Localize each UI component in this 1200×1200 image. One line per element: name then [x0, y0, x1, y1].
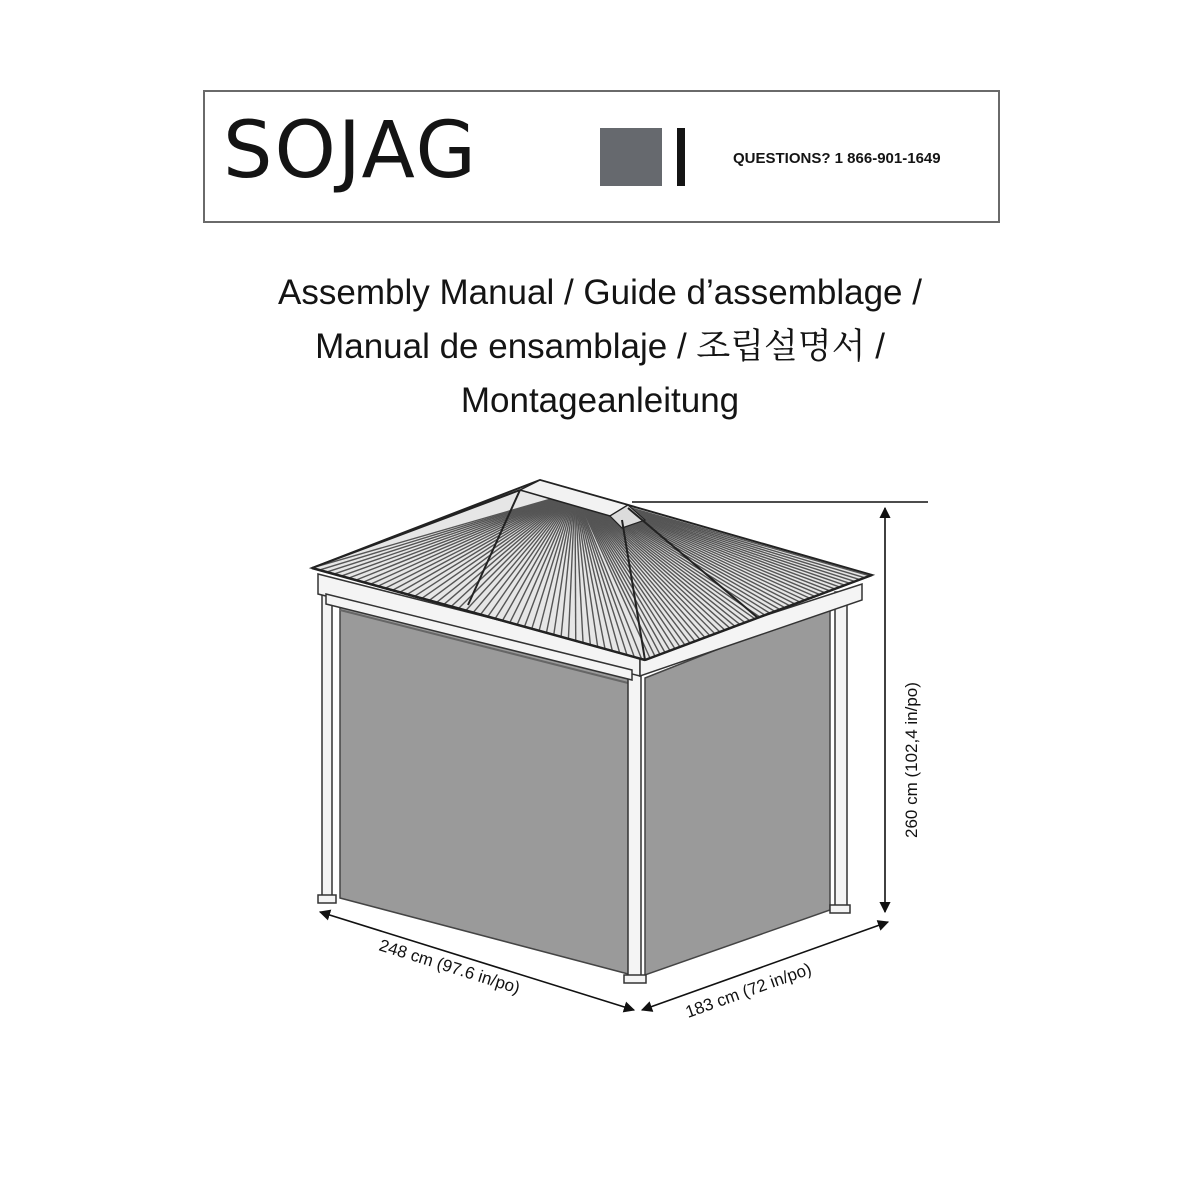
height-dimension-label: 260 cm (102,4 in/po): [902, 682, 921, 838]
questions-phone: QUESTIONS? 1 866-901-1649: [733, 150, 941, 167]
sojag-logo-text: SOJAG: [223, 106, 478, 196]
title-line-3: Montageanleitung: [460, 381, 740, 420]
depth-dimension-label: 183 cm (72 in/po): [682, 959, 814, 1022]
post-front: [628, 672, 641, 980]
width-dimension-label: 248 cm (97.6 in/po): [376, 935, 523, 998]
title-line-1: Assembly Manual / Guide d’assemblage /: [278, 273, 922, 312]
post-back-right: [835, 592, 847, 910]
title-line-2: Manual de ensamblaje / 조립설명서 /: [315, 327, 885, 366]
post-back-left: [322, 582, 332, 900]
